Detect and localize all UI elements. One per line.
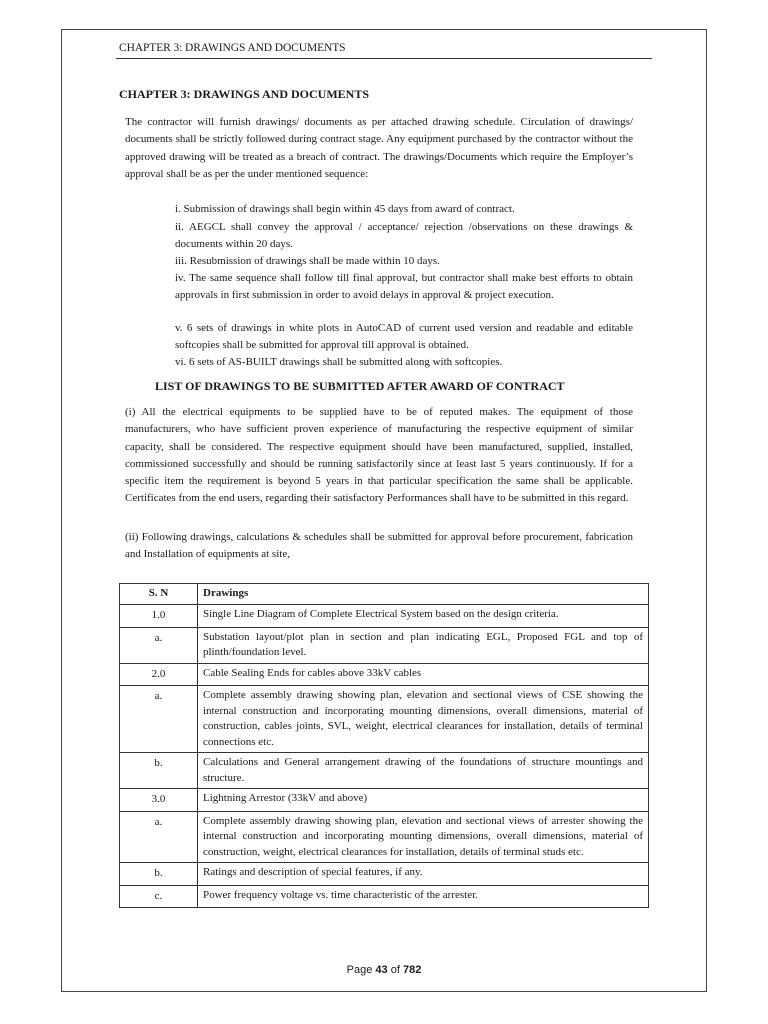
row-sn: b.	[120, 863, 198, 886]
sequence-item-1: i. Submission of drawings shall begin within 45 days from award of contract.	[175, 203, 515, 215]
row-sn: a.	[120, 627, 198, 663]
table-row	[120, 605, 649, 628]
row-drawing: Complete assembly drawing showing plan, elevation and sectional views of CSE showing the internal construction and incorporating mounting dimensions, overall dimensions, material of construction, cables joints, SVL, weight, electrical clearances for installation, details of terminal connections etc.	[198, 686, 649, 753]
row-drawing: Complete assembly drawing showing plan, elevation and sectional views of arrester showing the internal construction and incorporating mounting dimensions, overall dimensions, material of construction, weight, electrical clearances for installation, details of terminal studs etc.	[198, 811, 649, 863]
intro-paragraph: The contractor will furnish drawings/ documents as per attached drawing schedule. Circulation of drawings/ documents shall be strictly followed during contract stage. Any equipment purchased by the contractor without the approved drawing will be treated as a breach of contract. The drawings/Documents which require the Employer’s approval shall be as per the under mentioned sequence:	[125, 116, 633, 180]
row-sn: 3.0	[120, 789, 198, 812]
row-sn: b.	[120, 753, 198, 789]
row-sn: a.	[120, 811, 198, 863]
table-row	[120, 811, 649, 863]
table-row	[120, 686, 649, 753]
paragraph-ii: (ii) Following drawings, calculations & schedules shall be submitted for approval before procurement, fabrication and Installation of equipments at site,	[125, 531, 633, 561]
row-drawing: Cable Sealing Ends for cables above 33kV cables	[198, 663, 649, 686]
sequence-item-5: v. 6 sets of drawings in white plots in AutoCAD of current used version and readable and editable softcopies shall be submitted for approval till approval is obtained.	[175, 322, 633, 352]
row-sn: 1.0	[120, 605, 198, 628]
table-row	[120, 789, 649, 812]
footer-of: of	[387, 964, 403, 976]
sequence-item-2: ii. AEGCL shall convey the approval / acceptance/ rejection /observations on these drawings & documents within 20 days.	[175, 221, 633, 251]
table-row	[120, 627, 649, 663]
table-row	[120, 753, 649, 789]
chapter-title: CHAPTER 3: DRAWINGS AND DOCUMENTS	[119, 87, 370, 101]
row-drawing: Power frequency voltage vs. time characteristic of the arrester.	[198, 885, 649, 908]
row-drawing: Ratings and description of special features, if any.	[198, 863, 649, 886]
sequence-item-3: iii. Resubmission of drawings shall be made within 10 days.	[175, 255, 440, 267]
sequence-item-4: iv. The same sequence shall follow till final approval, but contractor shall make best efforts to obtain approvals in first submission in order to avoid delays in approval & project execution.	[175, 272, 633, 302]
table-row	[120, 885, 649, 908]
row-sn: c.	[120, 885, 198, 908]
table-row	[120, 663, 649, 686]
row-drawing: Substation layout/plot plan in section and plan indicating EGL, Proposed FGL and top of plinth/foundation level.	[198, 627, 649, 663]
page-footer	[0, 964, 768, 976]
drawings-table	[119, 583, 649, 908]
row-drawing: Calculations and General arrangement drawing of the foundations of structure mountings and structure.	[198, 753, 649, 789]
footer-prefix: Page	[346, 964, 376, 976]
column-header-sn: S. N	[120, 584, 198, 605]
table-row	[120, 863, 649, 886]
paragraph-i: (i) All the electrical equipments to be supplied have to be of reputed makes. The equipment of those manufacturers, who have sufficient proven experience of manufacturing the respective equipment of similar capacity, shall be considered. The respective equipment should have been manufactured, supplied, installed, commissioned successfully and should be running satisfactorily since at least last 5 years continuously. If for a specific item the requirement is beyond 5 years in that particular specification the same shall be applicable. Certificates from the end users, regarding their satisfactory Performances shall have to be submitted in this regard.	[125, 406, 633, 505]
row-drawing: Lightning Arrestor (33kV and above)	[198, 789, 649, 812]
column-header-drawings: Drawings	[198, 584, 649, 605]
table-header-row	[120, 584, 649, 605]
running-header: CHAPTER 3: DRAWINGS AND DOCUMENTS	[119, 42, 346, 54]
row-sn: a.	[120, 686, 198, 753]
total-page-count: 782	[402, 964, 422, 976]
sequence-item-6: vi. 6 sets of AS-BUILT drawings shall be submitted along with softcopies.	[175, 356, 503, 368]
row-drawing: Single Line Diagram of Complete Electrical System based on the design criteria.	[198, 605, 649, 628]
list-title: LIST OF DRAWINGS TO BE SUBMITTED AFTER AWARD OF CONTRACT	[155, 379, 565, 393]
current-page-number: 43	[375, 964, 388, 976]
header-divider	[116, 58, 652, 59]
row-sn: 2.0	[120, 663, 198, 686]
